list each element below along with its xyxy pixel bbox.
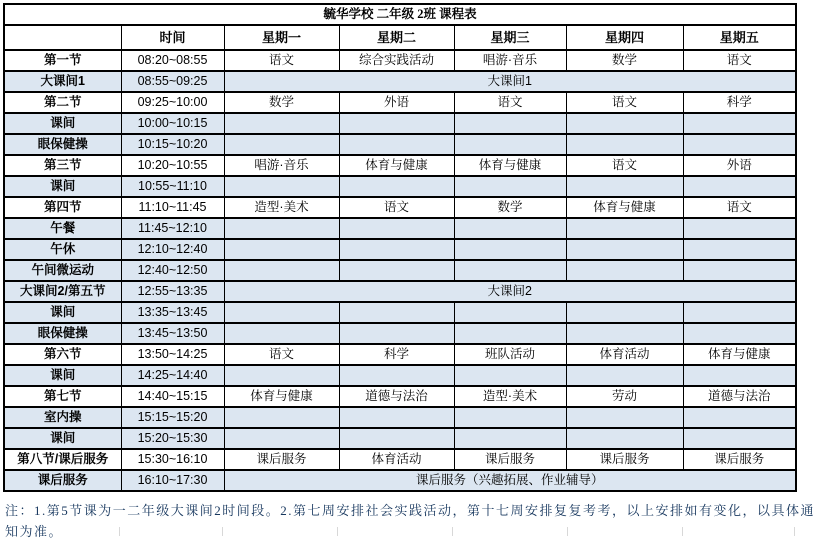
row-time: 08:20~08:55 [121, 50, 224, 71]
empty-cell [683, 260, 796, 281]
empty-cell [454, 407, 566, 428]
row-label: 第三节 [4, 155, 121, 176]
row-label: 午间微运动 [4, 260, 121, 281]
subject-cell: 道德与法治 [339, 386, 454, 407]
empty-cell [339, 176, 454, 197]
row-time: 11:45~12:10 [121, 218, 224, 239]
row-label: 课间 [4, 302, 121, 323]
subject-cell: 综合实践活动 [339, 50, 454, 71]
row-time: 10:55~11:10 [121, 176, 224, 197]
empty-cell [454, 302, 566, 323]
empty-cell [683, 407, 796, 428]
empty-cell [566, 218, 683, 239]
row-label: 课间 [4, 113, 121, 134]
empty-cell [566, 407, 683, 428]
subject-cell: 科学 [683, 92, 796, 113]
row-time: 08:55~09:25 [121, 71, 224, 92]
empty-cell [224, 323, 339, 344]
empty-cell [566, 302, 683, 323]
empty-cell [566, 428, 683, 449]
subject-cell: 语文 [339, 197, 454, 218]
subject-cell: 语文 [224, 344, 339, 365]
table-row [4, 386, 796, 407]
empty-cell [454, 218, 566, 239]
row-label: 眼保健操 [4, 323, 121, 344]
empty-cell [566, 239, 683, 260]
empty-cell [683, 239, 796, 260]
empty-cell [566, 260, 683, 281]
row-time: 13:35~13:45 [121, 302, 224, 323]
table-row [4, 344, 796, 365]
day-header-tuesday: 星期二 [339, 25, 454, 50]
title-row [4, 4, 796, 25]
subject-cell: 体育与健康 [454, 155, 566, 176]
row-label: 午休 [4, 239, 121, 260]
page-title: 毓华学校 二年级 2班 课程表 [4, 4, 796, 25]
empty-cell [454, 113, 566, 134]
timetable [3, 3, 797, 492]
subject-cell: 班队活动 [454, 344, 566, 365]
row-label: 眼保健操 [4, 134, 121, 155]
empty-cell [454, 323, 566, 344]
empty-cell [224, 260, 339, 281]
table-row [4, 260, 796, 281]
empty-cell [339, 113, 454, 134]
row-time: 10:15~10:20 [121, 134, 224, 155]
table-row [4, 197, 796, 218]
row-time: 15:20~15:30 [121, 428, 224, 449]
row-label: 课间 [4, 176, 121, 197]
row-time: 12:55~13:35 [121, 281, 224, 302]
subject-cell: 数学 [224, 92, 339, 113]
subject-cell: 外语 [339, 92, 454, 113]
empty-cell [224, 407, 339, 428]
time-column-header: 时间 [121, 25, 224, 50]
footnote [5, 500, 815, 539]
empty-cell [224, 113, 339, 134]
empty-cell [566, 113, 683, 134]
empty-cell [454, 239, 566, 260]
empty-cell [566, 134, 683, 155]
day-header-monday: 星期一 [224, 25, 339, 50]
table-row [4, 155, 796, 176]
table-row [4, 218, 796, 239]
table-row [4, 449, 796, 470]
row-time: 12:40~12:50 [121, 260, 224, 281]
row-label: 课后服务 [4, 470, 121, 491]
table-row [4, 428, 796, 449]
empty-cell [566, 176, 683, 197]
row-time: 13:45~13:50 [121, 323, 224, 344]
subject-cell: 语文 [566, 155, 683, 176]
empty-cell [566, 365, 683, 386]
row-label: 大课间1 [4, 71, 121, 92]
subject-cell: 体育与健康 [224, 386, 339, 407]
table-row [4, 407, 796, 428]
empty-cell [224, 134, 339, 155]
corner-cell [4, 25, 121, 50]
day-header-thursday: 星期四 [566, 25, 683, 50]
row-label: 第一节 [4, 50, 121, 71]
empty-cell [454, 134, 566, 155]
table-row [4, 281, 796, 302]
row-time: 09:25~10:00 [121, 92, 224, 113]
header-row [4, 25, 796, 50]
subject-cell: 课后服务 [566, 449, 683, 470]
row-label: 课间 [4, 365, 121, 386]
subject-cell: 体育与健康 [566, 197, 683, 218]
subject-cell: 体育活动 [566, 344, 683, 365]
empty-cell [454, 260, 566, 281]
row-time: 10:20~10:55 [121, 155, 224, 176]
table-row [4, 323, 796, 344]
row-label: 室内操 [4, 407, 121, 428]
subject-cell: 体育与健康 [339, 155, 454, 176]
subject-cell: 语文 [683, 50, 796, 71]
table-row [4, 71, 796, 92]
empty-cell [683, 218, 796, 239]
table-row [4, 92, 796, 113]
row-label: 第六节 [4, 344, 121, 365]
empty-cell [454, 176, 566, 197]
subject-cell: 数学 [566, 50, 683, 71]
empty-cell [224, 302, 339, 323]
table-row [4, 239, 796, 260]
footnote-line-1: 注：1.第5节课为一二年级大课间2时间段。2.第七周安排社会实践活动，第十七周安排复复考考，以上安排如有变化，以具体通 [5, 503, 815, 518]
row-label: 大课间2/第五节 [4, 281, 121, 302]
subject-cell: 劳动 [566, 386, 683, 407]
subject-cell: 语文 [454, 92, 566, 113]
row-time: 11:10~11:45 [121, 197, 224, 218]
row-label: 午餐 [4, 218, 121, 239]
table-row [4, 134, 796, 155]
subject-cell: 道德与法治 [683, 386, 796, 407]
footnote-line-2: 知为准。 [5, 524, 64, 539]
day-header-wednesday: 星期三 [454, 25, 566, 50]
subject-cell: 体育活动 [339, 449, 454, 470]
empty-cell [683, 134, 796, 155]
empty-cell [339, 218, 454, 239]
empty-cell [224, 428, 339, 449]
subject-cell: 体育与健康 [683, 344, 796, 365]
empty-cell [683, 323, 796, 344]
merged-activity-cell: 课后服务（兴趣拓展、作业辅导） [224, 470, 796, 491]
row-time: 14:25~14:40 [121, 365, 224, 386]
empty-cell [339, 428, 454, 449]
empty-cell [339, 239, 454, 260]
empty-cell [683, 428, 796, 449]
empty-cell [339, 323, 454, 344]
empty-cell [339, 365, 454, 386]
table-row [4, 365, 796, 386]
empty-cell [683, 176, 796, 197]
subject-cell: 唱游·音乐 [454, 50, 566, 71]
empty-cell [683, 113, 796, 134]
subject-cell: 数学 [454, 197, 566, 218]
subject-cell: 科学 [339, 344, 454, 365]
table-row [4, 113, 796, 134]
empty-cell [339, 407, 454, 428]
empty-cell [224, 239, 339, 260]
subject-cell: 课后服务 [224, 449, 339, 470]
subject-cell: 语文 [224, 50, 339, 71]
subject-cell: 课后服务 [454, 449, 566, 470]
subject-cell: 语文 [683, 197, 796, 218]
merged-activity-cell: 大课间2 [224, 281, 796, 302]
empty-cell [339, 260, 454, 281]
row-time: 16:10~17:30 [121, 470, 224, 491]
subject-cell: 外语 [683, 155, 796, 176]
empty-cell [683, 302, 796, 323]
table-row [4, 470, 796, 491]
row-time: 10:00~10:15 [121, 113, 224, 134]
row-label: 第八节/课后服务 [4, 449, 121, 470]
subject-cell: 语文 [566, 92, 683, 113]
day-header-friday: 星期五 [683, 25, 796, 50]
row-time: 15:15~15:20 [121, 407, 224, 428]
subject-cell: 造型·美术 [454, 386, 566, 407]
row-time: 15:30~16:10 [121, 449, 224, 470]
empty-cell [566, 323, 683, 344]
row-time: 12:10~12:40 [121, 239, 224, 260]
subject-cell: 课后服务 [683, 449, 796, 470]
row-label: 课间 [4, 428, 121, 449]
merged-activity-cell: 大课间1 [224, 71, 796, 92]
empty-cell [339, 302, 454, 323]
empty-cell [224, 176, 339, 197]
empty-cell [224, 365, 339, 386]
row-label: 第七节 [4, 386, 121, 407]
empty-cell [339, 134, 454, 155]
table-row [4, 176, 796, 197]
empty-cell [683, 365, 796, 386]
table-row [4, 302, 796, 323]
empty-cell [454, 428, 566, 449]
empty-cell [454, 365, 566, 386]
subject-cell: 造型·美术 [224, 197, 339, 218]
subject-cell: 唱游·音乐 [224, 155, 339, 176]
row-time: 13:50~14:25 [121, 344, 224, 365]
row-label: 第四节 [4, 197, 121, 218]
row-time: 14:40~15:15 [121, 386, 224, 407]
table-row [4, 50, 796, 71]
empty-cell [224, 218, 339, 239]
row-label: 第二节 [4, 92, 121, 113]
